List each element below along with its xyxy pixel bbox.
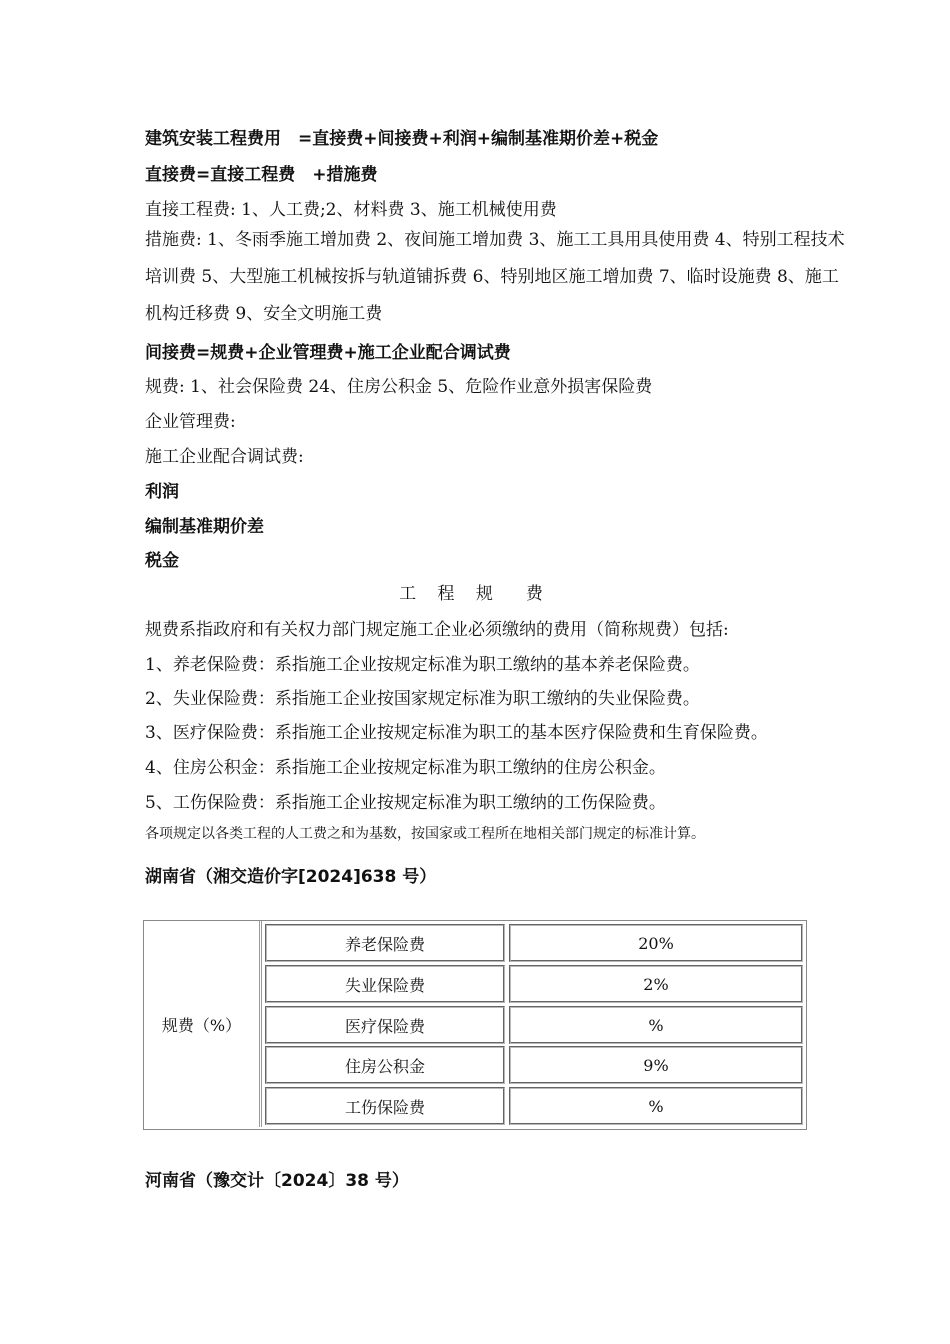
fee-value-cell: 2% — [509, 965, 803, 1003]
table-row — [265, 1006, 803, 1044]
hunan-fees-table — [143, 920, 807, 1130]
direct-engineering-line: 直接工程费: 1、人工费;2、材料费 3、施工机械使用费 — [145, 200, 557, 220]
tax-heading: 税金 — [145, 551, 179, 571]
table-row — [265, 924, 803, 962]
fee-name-cell: 失业保险费 — [265, 965, 505, 1003]
formula-direct: 直接费=直接工程费 +措施费 — [145, 165, 378, 185]
debug-fee-line: 施工企业配合调试费: — [145, 447, 304, 467]
fee-value-cell: 9% — [509, 1046, 803, 1084]
fee-name-cell: 养老保险费 — [265, 924, 505, 962]
formula-main: 建筑安装工程费用 =直接费+间接费+利润+编制基准期价差+税金 — [145, 129, 659, 149]
fee-value-cell: 20% — [509, 924, 803, 962]
fee-item: 3、医疗保险费：系指施工企业按规定标准为职工的基本医疗保险费和生育保险费。 — [145, 723, 768, 743]
price-diff-heading: 编制基准期价差 — [145, 517, 264, 537]
table-row — [265, 1046, 803, 1084]
fees-line: 规费: 1、社会保险费 24、住房公积金 5、危险作业意外损害保险费 — [145, 377, 653, 397]
formula-indirect: 间接费=规费+企业管理费+施工企业配合调试费 — [145, 343, 511, 363]
calculation-note: 各项规定以各类工程的人工费之和为基数，按国家或工程所在地相关部门规定的标准计算。 — [145, 826, 705, 842]
fee-value-cell: % — [509, 1087, 803, 1125]
row-header-cell — [144, 921, 262, 1127]
row-header-label: 规费（%） — [161, 1015, 242, 1035]
henan-title: 河南省（豫交计〔2024〕38 号） — [145, 1171, 409, 1191]
mgmt-fee-line: 企业管理费: — [145, 412, 236, 432]
table-row — [265, 965, 803, 1003]
fee-item: 4、住房公积金：系指施工企业按规定标准为职工缴纳的住房公积金。 — [145, 758, 666, 778]
fees-intro: 规费系指政府和有关权力部门规定施工企业必须缴纳的费用（简称规费）包括: — [145, 620, 729, 640]
hunan-title: 湖南省（湘交造价字[2024]638 号） — [145, 867, 437, 887]
section-title: 工 程 规 费 — [399, 584, 551, 604]
profit-heading: 利润 — [145, 482, 179, 502]
fee-name-cell: 工伤保险费 — [265, 1087, 505, 1125]
table-row — [265, 1087, 803, 1125]
fee-item: 1、养老保险费：系指施工企业按规定标准为职工缴纳的基本养老保险费。 — [145, 655, 700, 675]
fee-name-cell: 住房公积金 — [265, 1046, 505, 1084]
measures-paragraph: 措施费: 1、冬雨季施工增加费 2、夜间施工增加费 3、施工工具用具使用费 4、特别工程技术培训费 5、大型施工机械按拆与轨道铺拆费 6、特别地区施工增加费 7、临时设施费 8、施工机构迁移费 9、安全文明施工费 — [145, 230, 845, 324]
fee-value-cell: % — [509, 1006, 803, 1044]
fee-item: 5、工伤保险费：系指施工企业按规定标准为职工缴纳的工伤保险费。 — [145, 793, 666, 813]
fee-item: 2、失业保险费：系指施工企业按国家规定标准为职工缴纳的失业保险费。 — [145, 689, 700, 709]
fee-name-cell: 医疗保险费 — [265, 1006, 505, 1044]
